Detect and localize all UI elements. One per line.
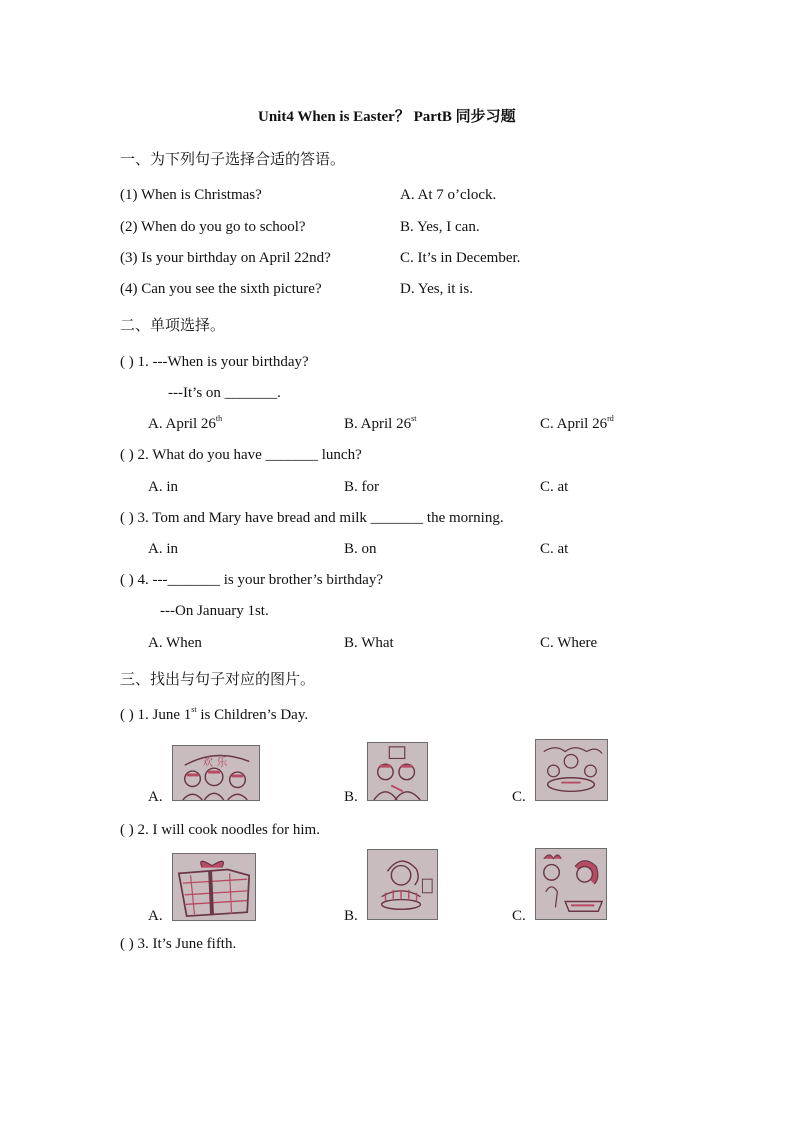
option-b: B. What xyxy=(344,635,394,651)
question-stem: ( ) 2. I will cook noodles for him. xyxy=(120,822,320,838)
children-celebration-picture xyxy=(172,745,260,801)
option-label-c: C. xyxy=(512,789,526,805)
option-label-c: C. xyxy=(512,908,526,924)
option-c: C. Where xyxy=(540,635,598,651)
family-dinner-picture xyxy=(535,739,608,801)
question-stem-line2: ---On January 1st. xyxy=(160,603,269,619)
girls-eating-picture xyxy=(535,848,607,920)
question-stem-line2: ---It’s on _______. xyxy=(168,385,281,401)
option-b: B. for xyxy=(344,479,379,495)
section1-question: (2) When do you go to school? xyxy=(120,219,306,235)
option-c: C. at xyxy=(540,479,569,495)
question-stem: ( ) 1. ---When is your birthday? xyxy=(120,354,309,370)
girl-with-cake-picture xyxy=(367,849,438,920)
section3-heading: 三、找出与句子对应的图片。 xyxy=(120,670,316,688)
section1-question: (4) Can you see the sixth picture? xyxy=(120,281,322,297)
question-stem: ( ) 3. It’s June fifth. xyxy=(120,936,237,952)
option-label-b: B. xyxy=(344,789,358,805)
section1-question: (1) When is Christmas? xyxy=(120,187,262,203)
option-a: A. in xyxy=(148,479,178,495)
section1-answer: D. Yes, it is. xyxy=(400,281,473,297)
option-label-b: B. xyxy=(344,908,358,924)
kids-group-picture xyxy=(367,742,428,801)
section1-answer: C. It’s in December. xyxy=(400,250,521,266)
option-c: C. at xyxy=(540,541,569,557)
question-stem: ( ) 2. What do you have _______ lunch? xyxy=(120,447,362,463)
option-a: A. April 26th xyxy=(148,414,223,432)
section1-heading: 一、为下列句子选择合适的答语。 xyxy=(120,150,346,168)
option-c: C. April 26rd xyxy=(540,414,614,432)
option-a: A. When xyxy=(148,635,202,651)
question-stem: ( ) 1. June 1st is Children’s Day. xyxy=(120,705,309,723)
option-label-a: A. xyxy=(148,908,163,924)
banner-text: 欢 乐 xyxy=(202,755,228,769)
gift-box-picture xyxy=(172,853,256,921)
section1-question: (3) Is your birthday on April 22nd? xyxy=(120,250,331,266)
section1-answer: A. At 7 o’clock. xyxy=(400,187,497,203)
question-stem: ( ) 4. ---_______ is your brother’s birthday? xyxy=(120,572,383,588)
section1-answer: B. Yes, I can. xyxy=(400,219,480,235)
option-a: A. in xyxy=(148,541,178,557)
question-stem: ( ) 3. Tom and Mary have bread and milk _______ the morning. xyxy=(120,510,504,526)
option-b: B. April 26st xyxy=(344,414,417,432)
section2-heading: 二、单项选择。 xyxy=(120,316,226,334)
page-title: Unit4 When is Easter？ PartB 同步习题 xyxy=(258,109,516,125)
option-label-a: A. xyxy=(148,789,163,805)
option-b: B. on xyxy=(344,541,377,557)
